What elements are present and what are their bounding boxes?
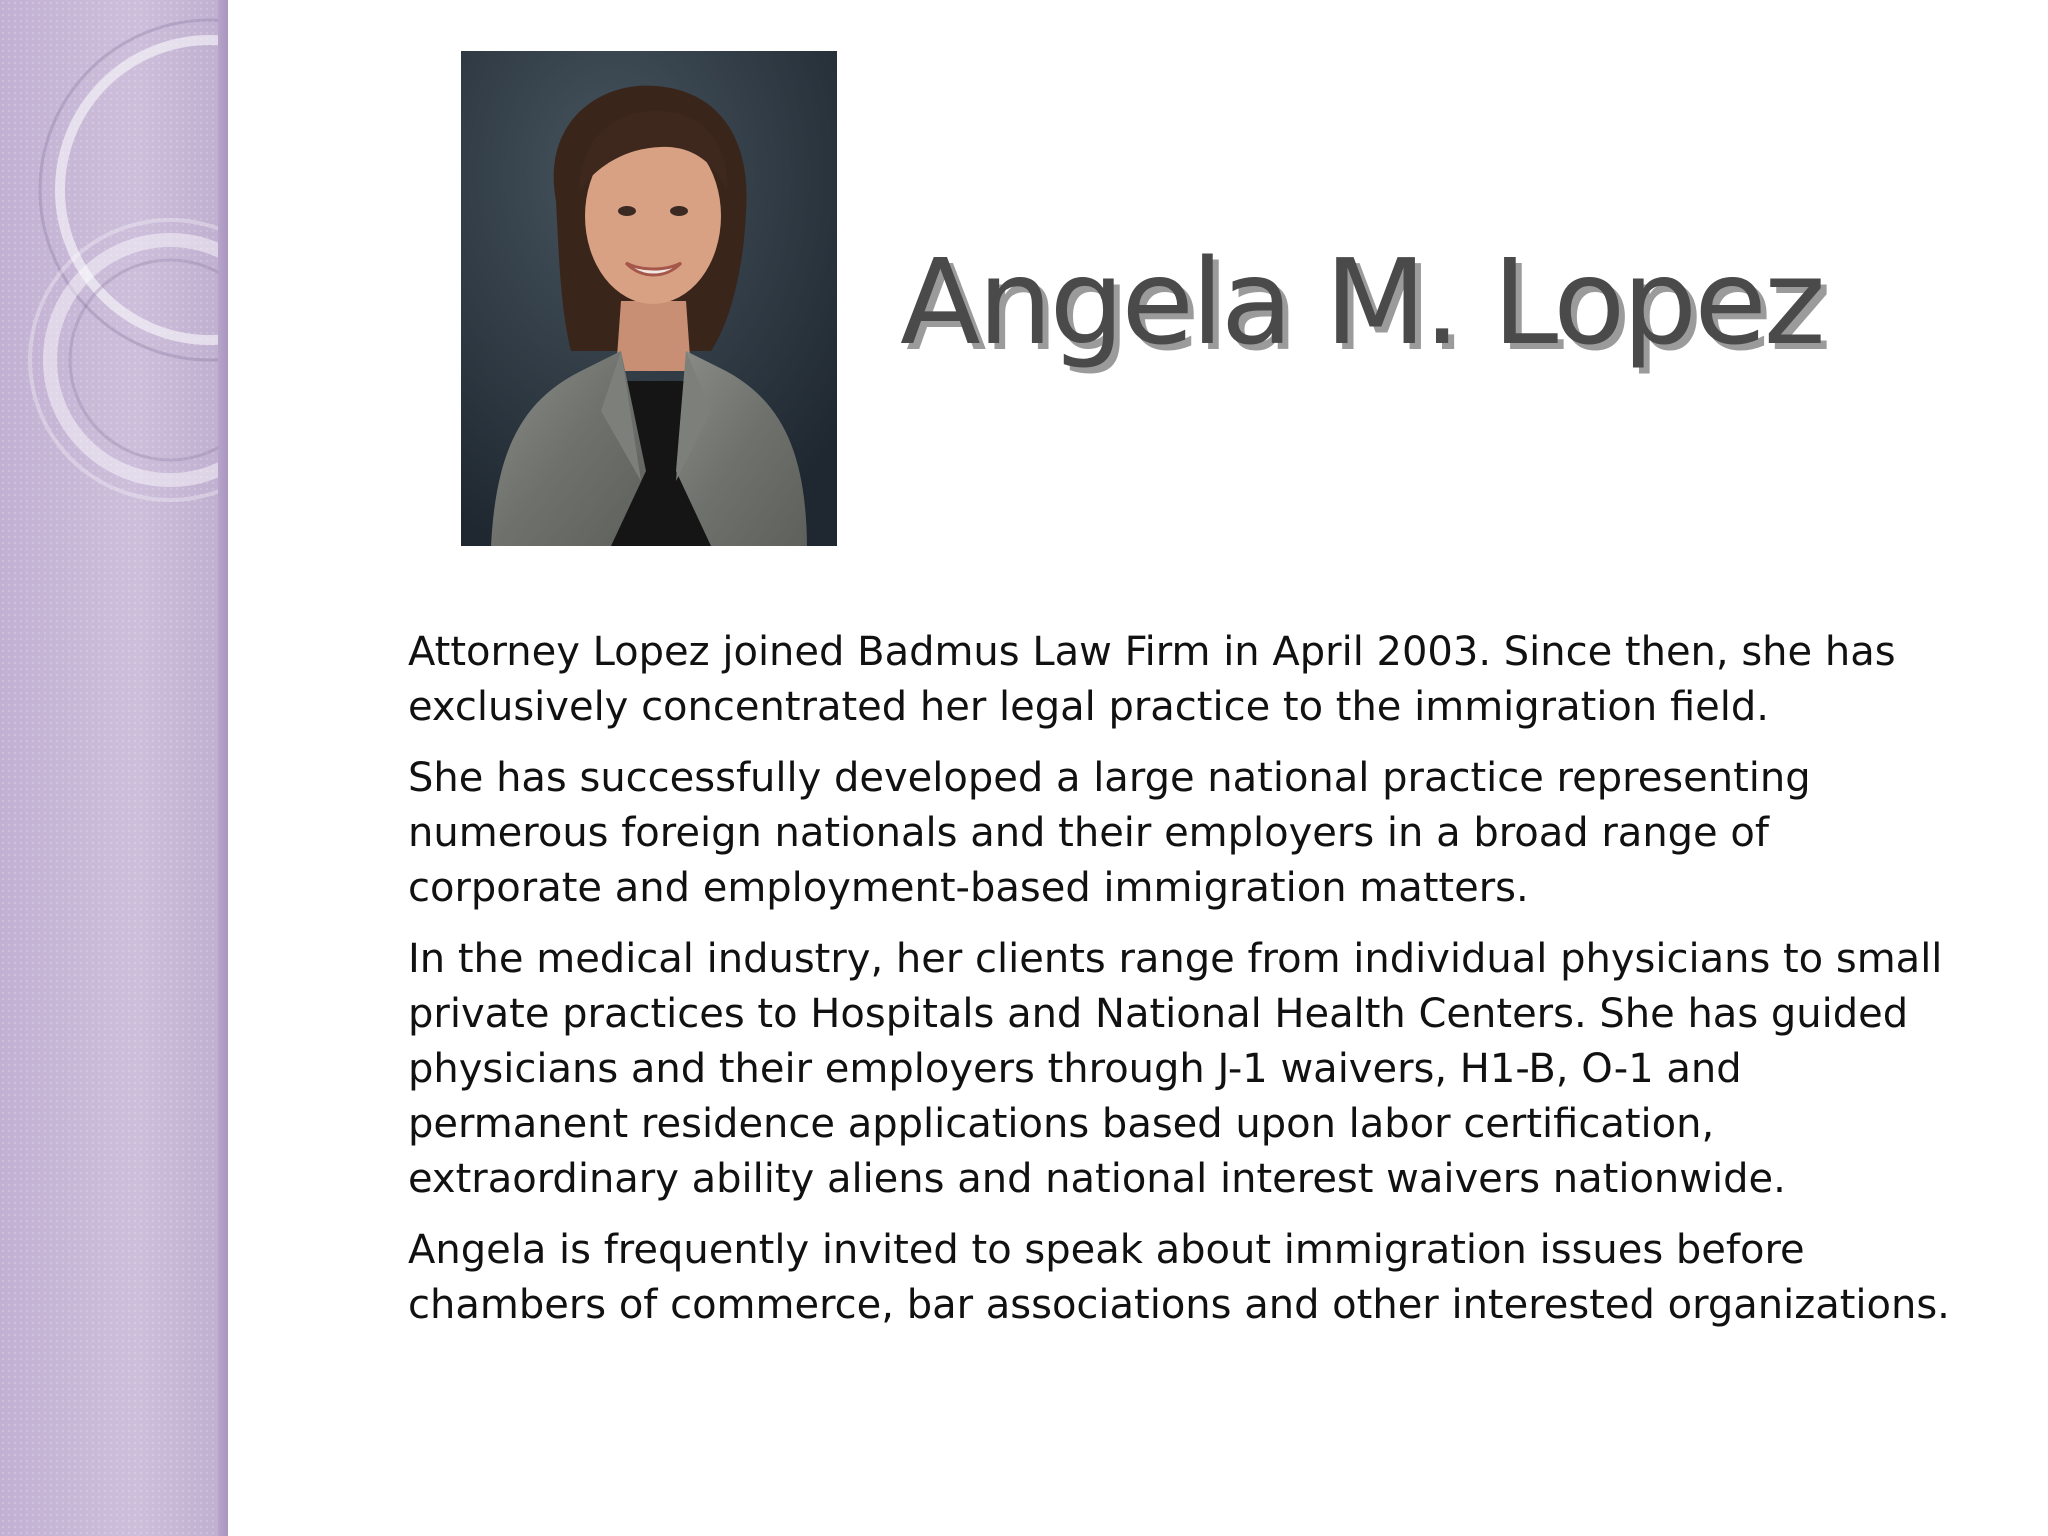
bio-paragraph-3: In the medical industry, her clients range from individual physicians to small private practices to Hospitals and National Health Centers. She has guided physicians and their employers through J-1 waivers, H1-B, O-1 and permanent residence applications based upon labor certification, extraordinary ability aliens and national interest waivers nationwide. [408, 936, 1943, 1202]
bio-paragraph-1: Attorney Lopez joined Badmus Law Firm in April 2003. Since then, she has exclusively concentrated her legal practice to the immigration field. [408, 629, 1896, 730]
decorative-circles-icon [0, 0, 228, 560]
bio-paragraph-2: She has successfully developed a large national practice representing numerous foreign nationals and their employers in a broad range of corporate and employment-based immigration matters. [408, 755, 1811, 911]
side-band-edge [218, 0, 228, 1536]
portrait-photo [461, 51, 837, 546]
portrait-image [461, 51, 837, 546]
bio-text [408, 625, 1968, 1349]
slide-title: Angela M. Lopez [900, 233, 1823, 371]
decorative-side-band [0, 0, 228, 1536]
bio-paragraph-4: Angela is frequently invited to speak about immigration issues before chambers of commerce, bar associations and other interested organizations. [408, 1227, 1950, 1328]
